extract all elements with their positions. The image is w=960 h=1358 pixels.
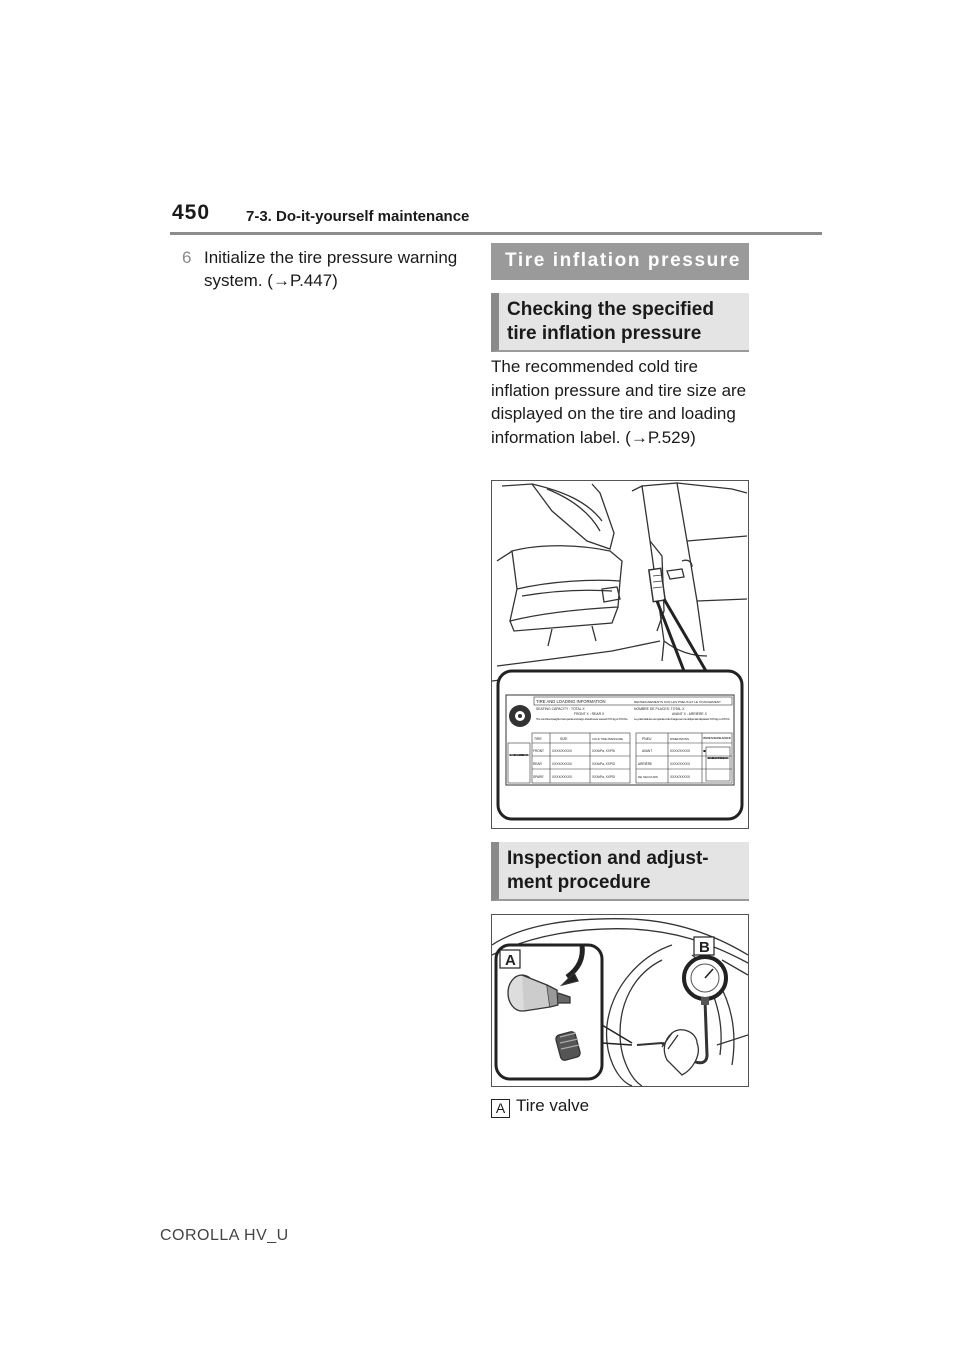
subsection-title-line2: tire inflation pressure	[507, 323, 702, 344]
label-text: REAR	[533, 762, 542, 766]
label-text: The combined weight of occupants and cargo should never exceed XXX kg or XXX lbs.	[536, 717, 628, 721]
subsection-heading-inspection	[491, 842, 749, 901]
tire-label-figure	[491, 480, 749, 829]
caption-letter-a: A	[491, 1099, 510, 1118]
label-text: XXXX/XXXXX	[552, 762, 573, 766]
label-text: XXXkPa, XXPSI	[592, 775, 616, 779]
label-text: SIZE	[560, 737, 568, 741]
label-text: Le poids total des occupants et du chargement ne doit jamais dépasser XXX kg ou XXX lb.	[634, 717, 730, 721]
label-text: TIRE AND LOADING INFORMATION	[536, 699, 606, 704]
label-text: XXXX/XXXXX	[670, 775, 691, 779]
subsection-title-line2: ment procedure	[507, 872, 651, 893]
label-text: XXXX/XXXXX	[670, 749, 691, 753]
label-text: XXXX/XXXXX	[670, 762, 691, 766]
label-text: SEE OWNER'S MANUAL FOR ADDITIONAL INFORMATION	[509, 754, 529, 757]
label-text: RENSEIGNEMENTS SUR LES PNEUS ET LE CHARGEMENT	[634, 700, 721, 704]
label-text: AVANT X : ARRIÈRE X	[672, 712, 707, 716]
label-text: DIMENSIONS	[670, 737, 690, 741]
step-text: Initialize the tire pressure warning system. (→P.447)	[204, 248, 458, 290]
pressure-gauge-illustration	[492, 915, 748, 1086]
label-text: VOIR LE MANUEL DE L'USAGER POUR PLUS DE RENSEIGNEMENTS	[707, 757, 729, 760]
label-text: NOMBRE DE PLACES: TOTAL X	[634, 707, 685, 711]
subsection-title-line1: Checking the specified	[507, 299, 714, 320]
label-text: XXXkPa, XXPSI	[592, 749, 616, 753]
footer-model: COROLLA HV_U	[160, 1227, 289, 1244]
figure-caption	[491, 1096, 589, 1118]
label-text: FRONT	[533, 749, 544, 753]
topic-title: Tire inflation pressure	[505, 250, 742, 271]
label-text: SEATING CAPACITY : TOTAL X	[536, 707, 585, 711]
subsection-title-line1: Inspection and adjust-	[507, 848, 709, 869]
label-text: FRONT X : REAR X	[574, 712, 605, 716]
step-number: 6	[182, 248, 192, 267]
pressure-gauge	[684, 957, 726, 1005]
door-jamb-illustration	[492, 481, 748, 828]
label-text: XXXkPa, XXPSI	[592, 762, 616, 766]
label-text: XXXX/XXXXX	[552, 775, 573, 779]
section-title: 7-3. Do-it-yourself maintenance	[246, 208, 470, 225]
body-paragraph: The recommended cold tire inflation pressure and tire size are displayed on the tire and loading information label. (→P.529)	[491, 357, 747, 447]
label-text: PRESSION DES PNEUS À FROID	[703, 737, 731, 740]
label-text: XXXkPa, XXPSI	[703, 750, 706, 753]
tire-valve-figure	[491, 914, 749, 1087]
subsection-heading-checking	[491, 293, 749, 352]
label-text: XXXX/XXXXX	[552, 749, 573, 753]
topic-heading	[491, 243, 749, 280]
page-number: 450	[172, 201, 211, 224]
caption-text: Tire valve	[516, 1096, 590, 1115]
label-text: TIRE	[534, 737, 542, 741]
label-text: ARRIÈRE	[638, 762, 653, 766]
header-divider	[170, 232, 822, 235]
label-text: DE SECOURS	[638, 775, 658, 779]
label-text: A	[505, 952, 516, 969]
label-text: COLD TIRE PRESSURE	[592, 737, 624, 741]
label-text: PNEU	[642, 737, 652, 741]
label-text: AVANT	[642, 749, 653, 753]
label-text: SPARE	[533, 775, 544, 779]
label-text: B	[699, 939, 710, 956]
